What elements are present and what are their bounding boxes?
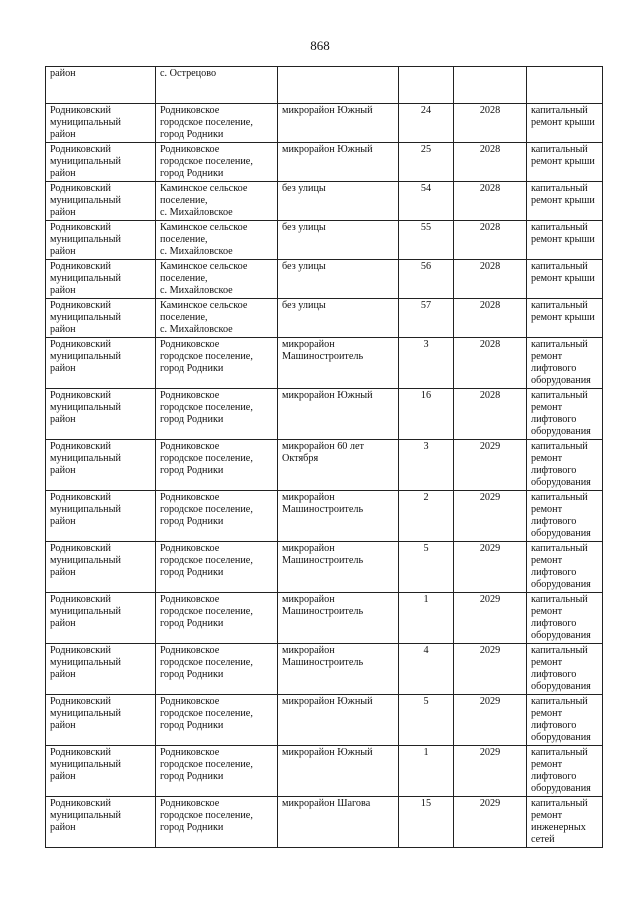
settlement-cell-text: Родниковское городское поселение, город Родники (160, 645, 253, 680)
street-cell (278, 299, 399, 338)
district-cell-text: Родниковский муниципальный район (50, 543, 121, 578)
house-number-cell (399, 221, 454, 260)
year-cell (454, 104, 527, 143)
house-number-cell-text: 5 (423, 696, 429, 707)
work-type-cell (527, 746, 603, 797)
settlement-cell-text: Родниковское городское поселение, город Родники (160, 105, 253, 140)
work-type-cell (527, 260, 603, 299)
district-cell-text: Родниковский муниципальный район (50, 798, 121, 833)
table-row (46, 338, 603, 389)
house-number-cell (399, 542, 454, 593)
table-row (46, 299, 603, 338)
street-cell (278, 797, 399, 848)
district-cell (46, 746, 156, 797)
street-cell-text: микрорайон Южный (282, 747, 373, 758)
year-cell-text: 2028 (479, 222, 501, 233)
settlement-cell (156, 67, 278, 104)
work-type-cell (527, 440, 603, 491)
house-number-cell (399, 593, 454, 644)
settlement-cell (156, 542, 278, 593)
house-number-cell-text: 24 (420, 105, 432, 116)
table-row (46, 260, 603, 299)
table-row (46, 221, 603, 260)
work-type-cell-text: капитальный ремонт крыши (531, 183, 595, 206)
year-cell (454, 67, 527, 104)
settlement-cell (156, 143, 278, 182)
street-cell (278, 67, 399, 104)
district-cell (46, 299, 156, 338)
table-row (46, 797, 603, 848)
district-cell-text: Родниковский муниципальный район (50, 183, 121, 218)
work-type-cell-text: капитальный ремонт лифтового оборудования (531, 594, 591, 641)
house-number-cell-text: 1 (423, 594, 429, 605)
year-cell-text: 2028 (479, 105, 501, 116)
year-cell (454, 260, 527, 299)
settlement-cell (156, 260, 278, 299)
district-cell-text: Родниковский муниципальный район (50, 390, 121, 425)
street-cell-text: микрорайон Южный (282, 105, 373, 116)
work-type-cell (527, 299, 603, 338)
settlement-cell-text: с. Острецово (160, 68, 217, 79)
street-cell-text: без улицы (282, 300, 326, 311)
street-cell-text: микрорайон Машиностроитель (282, 594, 364, 617)
street-cell (278, 593, 399, 644)
district-cell (46, 440, 156, 491)
table-row (46, 695, 603, 746)
work-type-cell (527, 593, 603, 644)
house-number-cell (399, 491, 454, 542)
district-cell-text: Родниковский муниципальный район (50, 594, 121, 629)
street-cell-text: без улицы (282, 183, 326, 194)
table-row (46, 593, 603, 644)
work-type-cell (527, 143, 603, 182)
year-cell-text: 2029 (479, 492, 501, 503)
work-type-cell (527, 695, 603, 746)
district-cell (46, 182, 156, 221)
street-cell (278, 260, 399, 299)
settlement-cell-text: Каминское сельское поселение, с. Михайловское (160, 300, 248, 335)
house-number-cell (399, 260, 454, 299)
settlement-cell (156, 644, 278, 695)
street-cell-text: микрорайон Машиностроитель (282, 492, 364, 515)
settlement-cell (156, 491, 278, 542)
settlement-cell-text: Каминское сельское поселение, с. Михайловское (160, 261, 248, 296)
district-cell-text: Родниковский муниципальный район (50, 144, 121, 179)
district-cell-text: район (50, 68, 76, 79)
district-cell-text: Родниковский муниципальный район (50, 747, 121, 782)
house-number-cell-text: 55 (420, 222, 432, 233)
settlement-cell-text: Родниковское городское поселение, город Родники (160, 594, 253, 629)
street-cell (278, 221, 399, 260)
house-number-cell (399, 299, 454, 338)
year-cell-text: 2029 (479, 798, 501, 809)
table-row (46, 389, 603, 440)
work-type-cell-text: капитальный ремонт крыши (531, 222, 595, 245)
year-cell-text: 2029 (479, 594, 501, 605)
house-number-cell (399, 143, 454, 182)
year-cell-text: 2029 (479, 696, 501, 707)
work-type-cell (527, 182, 603, 221)
table-row (46, 491, 603, 542)
district-cell-text: Родниковский муниципальный район (50, 696, 121, 731)
year-cell (454, 542, 527, 593)
street-cell (278, 389, 399, 440)
year-cell-text: 2029 (479, 441, 501, 452)
house-number-cell-text: 4 (423, 645, 429, 656)
house-number-cell-text: 5 (423, 543, 429, 554)
house-number-cell (399, 67, 454, 104)
district-cell (46, 338, 156, 389)
year-cell (454, 221, 527, 260)
house-number-cell-text: 15 (420, 798, 432, 809)
settlement-cell-text: Родниковское городское поселение, город Родники (160, 144, 253, 179)
settlement-cell (156, 695, 278, 746)
year-cell-text: 2028 (479, 300, 501, 311)
work-type-cell (527, 491, 603, 542)
year-cell (454, 440, 527, 491)
street-cell (278, 182, 399, 221)
work-type-cell-text: капитальный ремонт крыши (531, 144, 595, 167)
work-type-cell-text: капитальный ремонт лифтового оборудования (531, 645, 591, 692)
house-number-cell-text: 56 (420, 261, 432, 272)
work-type-cell-text: капитальный ремонт лифтового оборудования (531, 543, 591, 590)
year-cell-text: 2028 (479, 390, 501, 401)
settlement-cell-text: Родниковское городское поселение, город Родники (160, 492, 253, 527)
district-cell (46, 542, 156, 593)
settlement-cell (156, 104, 278, 143)
work-type-cell (527, 104, 603, 143)
year-cell (454, 143, 527, 182)
district-cell-text: Родниковский муниципальный район (50, 105, 121, 140)
year-cell-text: 2029 (479, 543, 501, 554)
year-cell (454, 182, 527, 221)
work-type-cell-text: капитальный ремонт лифтового оборудования (531, 696, 591, 743)
house-number-cell (399, 338, 454, 389)
house-number-cell (399, 182, 454, 221)
house-number-cell-text: 3 (423, 339, 429, 350)
house-number-cell (399, 695, 454, 746)
settlement-cell (156, 338, 278, 389)
district-cell (46, 695, 156, 746)
district-cell-text: Родниковский муниципальный район (50, 261, 121, 296)
house-number-cell-text: 3 (423, 441, 429, 452)
street-cell-text: микрорайон 60 лет Октября (282, 441, 364, 464)
work-type-cell-text: капитальный ремонт крыши (531, 105, 595, 128)
street-cell-text: микрорайон Южный (282, 390, 373, 401)
year-cell (454, 299, 527, 338)
year-cell (454, 593, 527, 644)
street-cell (278, 542, 399, 593)
settlement-cell-text: Каминское сельское поселение, с. Михайловское (160, 222, 248, 257)
settlement-cell (156, 746, 278, 797)
year-cell (454, 491, 527, 542)
table-row (46, 746, 603, 797)
year-cell-text: 2028 (479, 183, 501, 194)
house-number-cell (399, 644, 454, 695)
settlement-cell-text: Родниковское городское поселение, город Родники (160, 441, 253, 476)
year-cell (454, 695, 527, 746)
street-cell (278, 644, 399, 695)
district-cell (46, 143, 156, 182)
street-cell-text: микрорайон Южный (282, 696, 373, 707)
work-type-cell-text: капитальный ремонт лифтового оборудования (531, 492, 591, 539)
street-cell-text: микрорайон Машиностроитель (282, 543, 364, 566)
year-cell-text: 2028 (479, 144, 501, 155)
page-number: 868 (310, 38, 330, 53)
work-type-cell-text: капитальный ремонт лифтового оборудования (531, 441, 591, 488)
table-row (46, 182, 603, 221)
work-type-cell-text: капитальный ремонт крыши (531, 300, 595, 323)
district-cell (46, 389, 156, 440)
year-cell-text: 2028 (479, 261, 501, 272)
street-cell-text: микрорайон Машиностроитель (282, 645, 364, 668)
work-type-cell (527, 644, 603, 695)
table-row (46, 542, 603, 593)
year-cell (454, 797, 527, 848)
district-cell-text: Родниковский муниципальный район (50, 339, 121, 374)
house-number-cell (399, 797, 454, 848)
settlement-cell-text: Родниковское городское поселение, город Родники (160, 798, 253, 833)
district-cell (46, 104, 156, 143)
settlement-cell-text: Родниковское городское поселение, город Родники (160, 543, 253, 578)
year-cell (454, 338, 527, 389)
street-cell-text: без улицы (282, 261, 326, 272)
table-row (46, 644, 603, 695)
year-cell-text: 2029 (479, 747, 501, 758)
house-number-cell (399, 440, 454, 491)
street-cell (278, 104, 399, 143)
house-number-cell-text: 2 (423, 492, 429, 503)
settlement-cell (156, 389, 278, 440)
district-cell (46, 644, 156, 695)
settlement-cell (156, 797, 278, 848)
table-row (46, 143, 603, 182)
house-number-cell-text: 1 (423, 747, 429, 758)
work-type-cell (527, 338, 603, 389)
district-cell-text: Родниковский муниципальный район (50, 645, 121, 680)
work-type-cell (527, 389, 603, 440)
district-cell-text: Родниковский муниципальный район (50, 222, 121, 257)
year-cell (454, 644, 527, 695)
house-number-cell (399, 389, 454, 440)
settlement-cell-text: Родниковское городское поселение, город Родники (160, 339, 253, 374)
settlement-cell (156, 440, 278, 491)
district-cell-text: Родниковский муниципальный район (50, 300, 121, 335)
work-type-cell-text: капитальный ремонт крыши (531, 261, 595, 284)
table-body (46, 67, 603, 848)
street-cell (278, 440, 399, 491)
house-number-cell-text: 16 (420, 390, 432, 401)
settlement-cell (156, 299, 278, 338)
district-cell (46, 797, 156, 848)
year-cell (454, 746, 527, 797)
work-type-cell (527, 797, 603, 848)
house-number-cell-text: 25 (420, 144, 432, 155)
house-number-cell (399, 104, 454, 143)
settlement-cell-text: Родниковское городское поселение, город Родники (160, 747, 253, 782)
house-number-cell (399, 746, 454, 797)
street-cell (278, 695, 399, 746)
settlement-cell (156, 182, 278, 221)
district-cell-text: Родниковский муниципальный район (50, 441, 121, 476)
district-cell (46, 593, 156, 644)
repair-schedule-table (45, 66, 603, 848)
work-type-cell-text: капитальный ремонт лифтового оборудования (531, 339, 591, 386)
table-row (46, 67, 603, 104)
district-cell (46, 260, 156, 299)
year-cell-text: 2029 (479, 645, 501, 656)
district-cell-text: Родниковский муниципальный район (50, 492, 121, 527)
work-type-cell-text: капитальный ремонт инженерных сетей (531, 798, 588, 845)
street-cell (278, 746, 399, 797)
house-number-cell-text: 57 (420, 300, 432, 311)
street-cell (278, 491, 399, 542)
work-type-cell (527, 221, 603, 260)
work-type-cell-text: капитальный ремонт лифтового оборудования (531, 390, 591, 437)
house-number-cell-text: 54 (420, 183, 432, 194)
work-type-cell (527, 542, 603, 593)
table-row (46, 104, 603, 143)
settlement-cell (156, 221, 278, 260)
settlement-cell-text: Родниковское городское поселение, город Родники (160, 390, 253, 425)
street-cell (278, 338, 399, 389)
settlement-cell-text: Родниковское городское поселение, город Родники (160, 696, 253, 731)
table-row (46, 440, 603, 491)
street-cell-text: микрорайон Шагова (282, 798, 371, 809)
work-type-cell (527, 67, 603, 104)
work-type-cell-text: капитальный ремонт лифтового оборудования (531, 747, 591, 794)
district-cell (46, 491, 156, 542)
street-cell (278, 143, 399, 182)
year-cell (454, 389, 527, 440)
year-cell-text: 2028 (479, 339, 501, 350)
district-cell (46, 221, 156, 260)
settlement-cell (156, 593, 278, 644)
settlement-cell-text: Каминское сельское поселение, с. Михайловское (160, 183, 248, 218)
street-cell-text: микрорайон Машиностроитель (282, 339, 364, 362)
district-cell (46, 67, 156, 104)
street-cell-text: микрорайон Южный (282, 144, 373, 155)
street-cell-text: без улицы (282, 222, 326, 233)
